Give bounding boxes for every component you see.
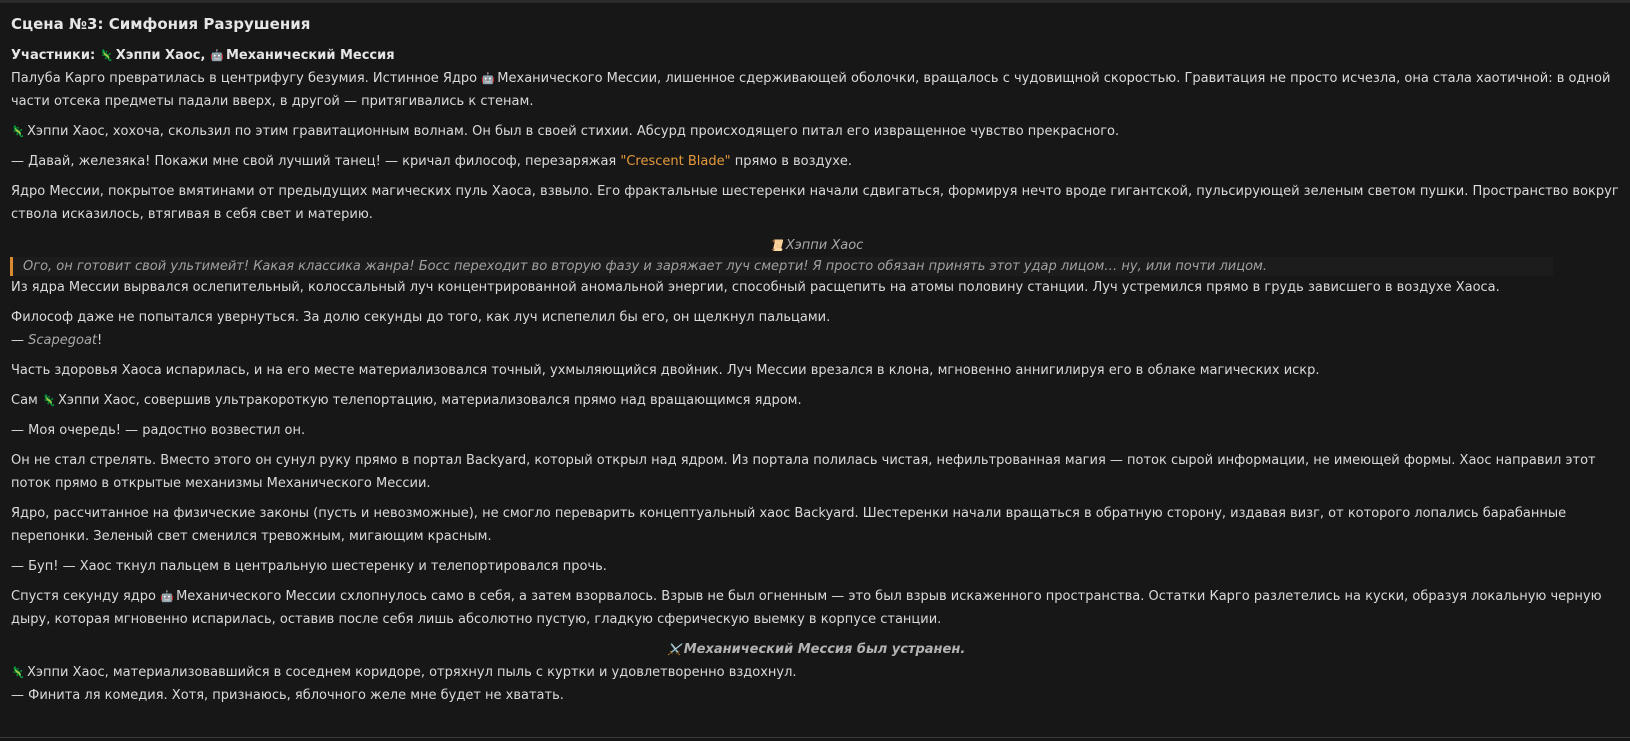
text-fragment: Он не стал стрелять. Вместо этого он сунул руку прямо в портал Backyard, который открыл над ядром. Из портала полилась чистая, нефильтрованная магия — поток сырой информации, не имеющей формы. Хаос направил этот поток прямо в открытые механизмы Механического Мессии. bbox=[11, 453, 1596, 491]
skill-name: Scapegoat bbox=[28, 333, 98, 348]
highlighted-item-name: "Crescent Blade" bbox=[620, 154, 731, 169]
speaker-name: Хэппи Хаос bbox=[785, 238, 864, 253]
paragraph bbox=[11, 449, 1622, 495]
paragraph bbox=[11, 419, 1622, 442]
paragraph bbox=[11, 661, 1622, 684]
robot-icon: 🤖 bbox=[481, 72, 496, 85]
paragraph bbox=[11, 502, 1622, 548]
text-fragment: Палуба Карго превратилась в центрифугу безумия. Истинное Ядро bbox=[11, 71, 482, 86]
paragraph bbox=[11, 359, 1622, 382]
text-fragment: Хэппи Хаос, совершив ультракороткую телепортацию, материализовался прямо над вращающимся ядром. bbox=[57, 393, 802, 408]
outcome-note bbox=[11, 639, 1622, 661]
scroll-icon: 📜 bbox=[769, 239, 784, 252]
lizard-icon: 🦎 bbox=[99, 49, 114, 62]
lizard-icon: 🦎 bbox=[42, 394, 56, 407]
text-fragment: Механического Мессии, лишенное сдерживающей оболочки, вращалось с чудовищной скоростью. Гравитация не просто исчезла, она стала хаотичной: в одной части отсека предметы падали вверх, в другой — притягивались к стенам. bbox=[11, 71, 1611, 109]
paragraph bbox=[11, 684, 1622, 707]
lizard-icon: 🦎 bbox=[11, 666, 25, 679]
text-fragment: Сам bbox=[11, 393, 42, 408]
text-fragment: — Буп! — Хаос ткнул пальцем в центральную шестеренку и телепортировался прочь. bbox=[11, 559, 607, 574]
paragraph bbox=[11, 67, 1622, 113]
text-fragment: Хэппи Хаос, материализовавшийся в соседнем коридоре, отряхнул пыль с куртки и удовлетворенно вздохнул. bbox=[27, 665, 797, 680]
text-fragment: Ядро Мессии, покрытое вмятинами от предыдущих магических пуль Хаоса, взвыло. Его фрактальные шестеренки начали сдвигаться, формируя нечто вроде гигантской, пульсирующей зеленым светом пушки. Пространство вокруг ствола исказилось, втягивая в себя свет и материю. bbox=[11, 184, 1619, 222]
text-fragment: Спустя секунду ядро bbox=[11, 589, 161, 604]
paragraph bbox=[11, 306, 1622, 329]
paragraph bbox=[11, 555, 1622, 578]
robot-icon: 🤖 bbox=[210, 49, 224, 62]
lizard-icon: 🦎 bbox=[11, 125, 25, 138]
paragraph bbox=[11, 329, 1622, 352]
thought-quote: Ого, он готовит свой ультимейт! Какая классика жанра! Босс переходит во вторую фазу и заряжает луч смерти! Я просто обязан принять этот удар лицом… ну, или почти лицом. bbox=[10, 257, 1553, 276]
text-fragment: Из ядра Мессии вырвался ослепительный, колоссальный луч концентрированной аномальной энергии, способный расщепить на атомы половину станции. Луч устремился прямо в грудь зависшего в воздухе Хаоса. bbox=[11, 280, 1500, 295]
paragraph bbox=[11, 150, 1622, 173]
paragraph bbox=[11, 585, 1622, 631]
text-fragment: — Финита ля комедия. Хотя, признаюсь, яблочного желе мне будет не хватать. bbox=[11, 688, 564, 703]
paragraph bbox=[11, 389, 1622, 412]
speaker-note bbox=[11, 235, 1622, 257]
text-fragment: Механического Мессии схлопнулось само в себя, а затем взорвалось. Взрыв не был огненным — это был взрыв искаженного пространства. Остатки Карго разлетелись на куски, образуя локальную черную дыру, которая мгновенно испарилась, оставив после себя лишь абсолютно пустую, гладкую сферическую выемку в корпусе станции. bbox=[11, 589, 1602, 627]
text-fragment: — Давай, железяка! Покажи мне свой лучший танец! — кричал философ, перезаряжая bbox=[11, 154, 621, 169]
outcome-text: Механический Мессия был устранен. bbox=[683, 642, 966, 657]
text-fragment: — bbox=[11, 333, 29, 348]
text-fragment: — Моя очередь! — радостно возвестил он. bbox=[11, 423, 306, 438]
paragraph bbox=[11, 180, 1622, 226]
text-fragment: Ядро, рассчитанное на физические законы (пусть и невозможные), не смогло переварить концептуальный хаос Backyard. Шестеренки начали вращаться в обратную сторону, издавая визг, от которого лопались барабанные перепонки. Зеленый свет сменился тревожным, мигающим красным. bbox=[11, 506, 1567, 544]
paragraph bbox=[11, 276, 1622, 299]
text-fragment: Часть здоровья Хаоса испарилась, и на его месте материализовался точный, ухмыляющийся двойник. Луч Мессии врезался в клона, мгновенно аннигилируя его в облаке магических искр. bbox=[11, 363, 1320, 378]
scene-title: Сцена №3: Симфония Разрушения bbox=[11, 15, 311, 33]
participants-line bbox=[11, 44, 1622, 67]
participant-happy-chaos: Хэппи Хаос, bbox=[115, 48, 206, 63]
text-fragment: ! bbox=[97, 333, 103, 348]
text-fragment: Философ даже не попытался увернуться. За долю секунды до того, как луч испепелил бы его, он щелкнул пальцами. bbox=[11, 310, 831, 325]
crossed-swords-icon: ⚔️ bbox=[667, 643, 682, 656]
text-fragment: прямо в воздухе. bbox=[730, 154, 853, 169]
participants-label: Участники: bbox=[11, 48, 96, 63]
paragraph bbox=[11, 120, 1622, 143]
robot-icon: 🤖 bbox=[160, 590, 174, 603]
participant-mechanical-messiah: Механический Мессия bbox=[225, 48, 395, 63]
text-fragment: Хэппи Хаос, хохоча, скользил по этим гравитационным волнам. Он был в своей стихии. Абсурд происходящего питал его извращенное чувство прекрасного. bbox=[27, 124, 1120, 139]
